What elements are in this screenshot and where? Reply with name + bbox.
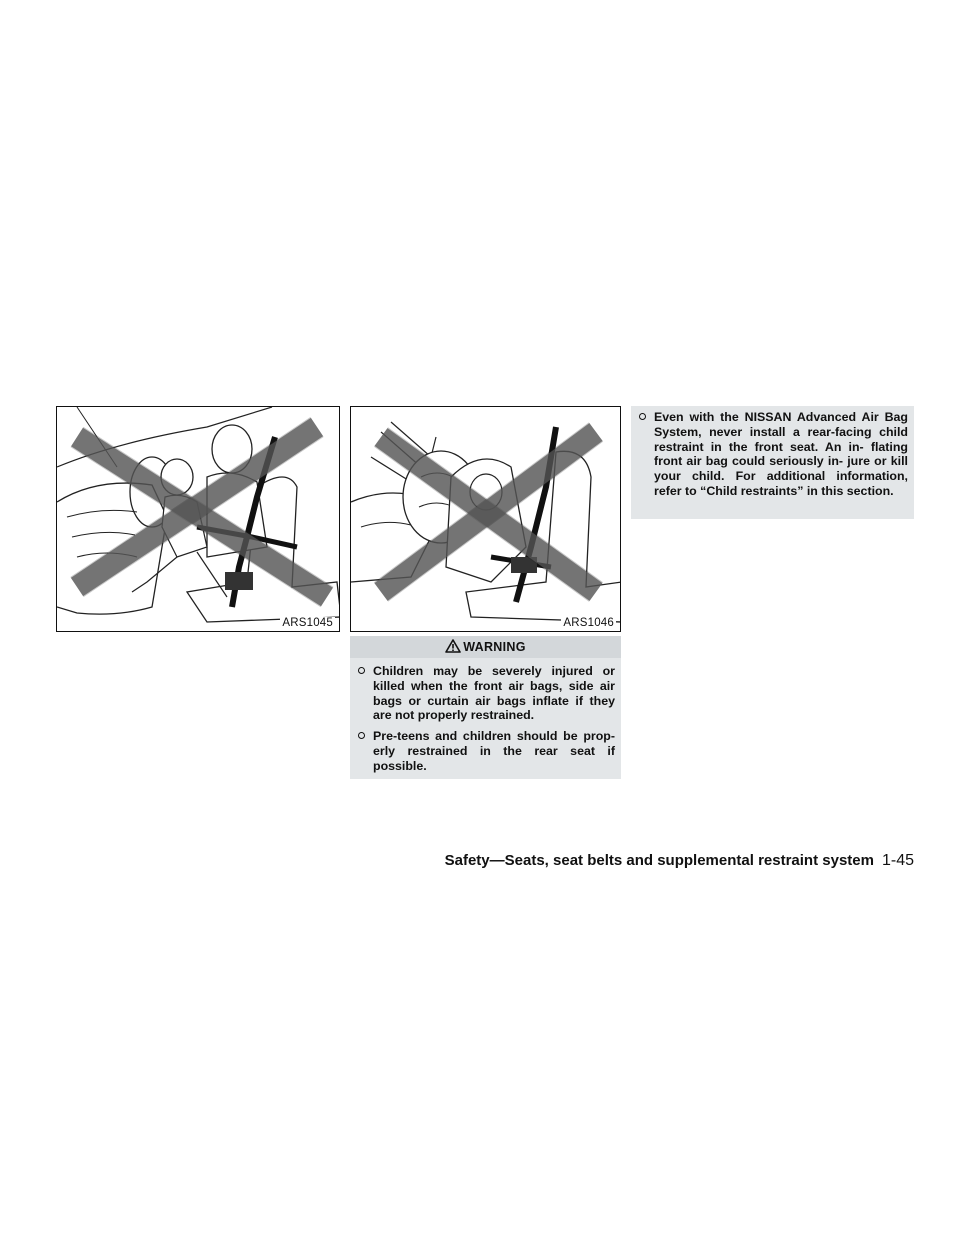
page-footer [0,852,914,870]
list-item: Children may be severely injured or killed when the front air bags, side air bags or curtain air bags inflate if they are not properly restrained. [356,664,615,723]
child-airbag-illustration [351,407,621,632]
note-list [631,406,914,499]
warning-list [350,658,621,774]
list-item: Pre-teens and children should be prop- erly restrained in the rear seat if possible. [356,729,615,773]
bullet-icon [358,667,365,674]
bullet-icon [639,413,646,420]
airbag-note-box [631,406,914,519]
warning-box [350,636,621,779]
child-front-seat-illustration [57,407,340,632]
warning-title: WARNING [463,640,526,654]
page-number: 1-45 [881,852,914,869]
figure-child-airbag [350,406,621,632]
figure-child-front-seat [56,406,340,632]
warning-header [350,636,621,658]
list-item: Even with the NISSAN Advanced Air Bag System, never install a rear-facing child restraint in the front seat. An in- flating front air bag could seriously in- jure or kill your child. For additional information, refer to “Child restraints” in this section. [637,410,908,499]
bullet-icon [358,732,365,739]
figure-label: ARS1046 [563,617,614,629]
section-title: Safety—Seats, seat belts and supplemental restraint system [444,852,874,869]
figure-label: ARS1045 [282,617,333,629]
warning-triangle-icon [445,639,461,653]
